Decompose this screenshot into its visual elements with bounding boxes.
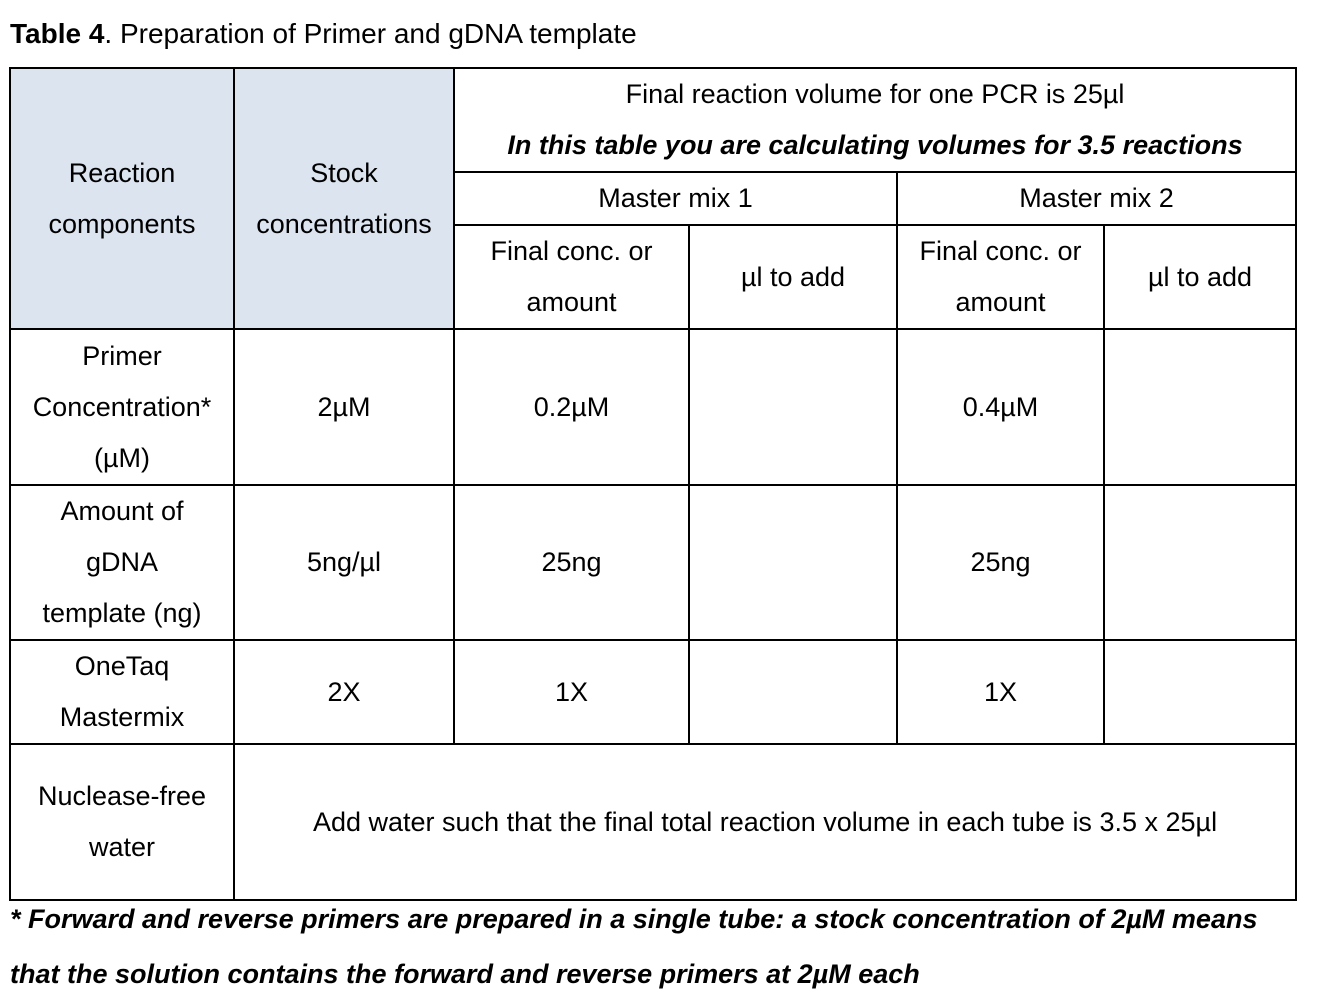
header-mm1-ul-to-add: µl to add bbox=[689, 225, 897, 329]
cell-mm1-final: 0.2µM bbox=[454, 329, 689, 485]
header-mm1-final-conc: Final conc. or amount bbox=[454, 225, 689, 329]
header-final-volume bbox=[454, 68, 1296, 172]
cell-mm1-ul[interactable] bbox=[689, 640, 897, 744]
row-component-water: Nuclease-free water bbox=[10, 744, 234, 900]
cell-stock: 2X bbox=[234, 640, 454, 744]
table-caption-text: . Preparation of Primer and gDNA template bbox=[104, 18, 637, 49]
final-volume-text: Final reaction volume for one PCR is 25µl bbox=[625, 79, 1125, 109]
cell-mm2-final: 0.4µM bbox=[897, 329, 1104, 485]
cell-mm2-ul[interactable] bbox=[1104, 640, 1296, 744]
header-mm2-final-conc: Final conc. or amount bbox=[897, 225, 1104, 329]
cell-mm1-final: 1X bbox=[454, 640, 689, 744]
cell-mm2-final: 25ng bbox=[897, 485, 1104, 640]
primer-gdna-table bbox=[9, 67, 1297, 901]
cell-mm2-ul[interactable] bbox=[1104, 329, 1296, 485]
cell-stock: 2µM bbox=[234, 329, 454, 485]
header-master-mix-1: Master mix 1 bbox=[454, 172, 897, 225]
header-mm2-ul-to-add: µl to add bbox=[1104, 225, 1296, 329]
cell-stock: 5ng/µl bbox=[234, 485, 454, 640]
cell-mm1-ul[interactable] bbox=[689, 329, 897, 485]
water-instruction: Add water such that the final total reaction volume in each tube is 3.5 x 25µl bbox=[234, 744, 1296, 900]
table-row bbox=[10, 485, 1296, 640]
row-component-primer: Primer Concentration* (µM) bbox=[10, 329, 234, 485]
row-component-gdna: Amount of gDNA template (ng) bbox=[10, 485, 234, 640]
row-component-onetaq: OneTaq Mastermix bbox=[10, 640, 234, 744]
header-stock-concentrations: Stock concentrations bbox=[234, 68, 454, 329]
cell-mm1-final: 25ng bbox=[454, 485, 689, 640]
table-caption-label: Table 4 bbox=[10, 18, 105, 49]
cell-mm1-ul[interactable] bbox=[689, 485, 897, 640]
cell-mm2-ul[interactable] bbox=[1104, 485, 1296, 640]
header-master-mix-2: Master mix 2 bbox=[897, 172, 1296, 225]
cell-mm2-final: 1X bbox=[897, 640, 1104, 744]
table-row bbox=[10, 640, 1296, 744]
footnote-text: Forward and reverse primers are prepared in a single tube: a stock concentration of 2µM means that the solution contains the forward and reverse primers at 2µM each bbox=[10, 904, 1258, 989]
header-reaction-components: Reaction components bbox=[10, 68, 234, 329]
calc-note: In this table you are calculating volumes for 3.5 reactions bbox=[507, 130, 1243, 160]
table-row bbox=[10, 329, 1296, 485]
table-row bbox=[10, 744, 1296, 900]
table-caption bbox=[10, 14, 637, 54]
footnote-marker: * bbox=[10, 904, 21, 934]
